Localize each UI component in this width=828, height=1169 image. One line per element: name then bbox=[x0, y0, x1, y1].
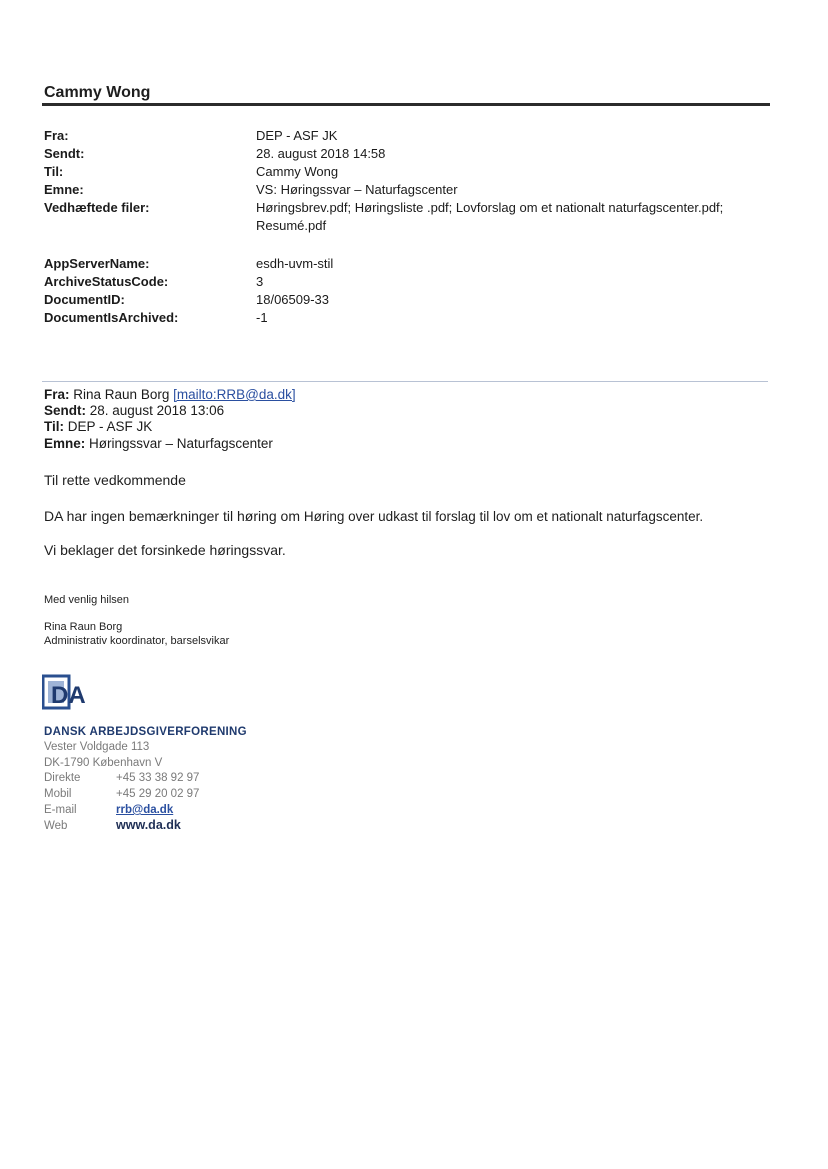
web-link[interactable]: www.da.dk bbox=[116, 818, 181, 832]
documentisarchived-value: -1 bbox=[256, 310, 268, 325]
phone-direct-label: Direkte bbox=[44, 772, 81, 784]
fwd-sent-label: Sendt: bbox=[44, 403, 86, 418]
logo-text: DA bbox=[51, 682, 86, 709]
archivestatuscode-value: 3 bbox=[256, 274, 264, 289]
owner-name: Cammy Wong bbox=[44, 84, 151, 101]
body-paragraph-1-a: DA har ingen bemærkninger til høring om bbox=[44, 508, 304, 524]
address-line-2: DK-1790 København V bbox=[44, 757, 163, 769]
phone-mobile-label: Mobil bbox=[44, 788, 72, 800]
fwd-subject bbox=[44, 436, 273, 451]
email-link[interactable]: rrb@da.dk bbox=[116, 804, 174, 816]
fwd-from-label: Fra: bbox=[44, 387, 70, 402]
appservername-label: AppServerName: bbox=[44, 256, 150, 271]
appservername-value: esdh-uvm-stil bbox=[256, 256, 334, 271]
fwd-subject-label: Emne: bbox=[44, 436, 86, 451]
email-label: E-mail bbox=[44, 804, 77, 816]
fwd-sent-value: 28. august 2018 13:06 bbox=[89, 403, 225, 418]
fwd-to bbox=[44, 419, 152, 434]
attachments-label: Vedhæftede filer: bbox=[44, 200, 150, 215]
header-divider bbox=[42, 103, 770, 106]
signature-title: Administrativ koordinator, barselsvikar bbox=[44, 635, 230, 647]
fwd-from-name: Rina Raun Borg bbox=[73, 387, 170, 402]
documentid-label: DocumentID: bbox=[44, 292, 125, 307]
da-logo bbox=[42, 674, 112, 710]
archivestatuscode-label: ArchiveStatusCode: bbox=[44, 274, 169, 289]
attachments-value-cont[interactable]: Resumé.pdf bbox=[256, 218, 327, 233]
fwd-to-value: DEP - ASF JK bbox=[67, 419, 153, 434]
from-value: DEP - ASF JK bbox=[256, 128, 338, 143]
fwd-subject-value: Høringssvar – Naturfagscenter bbox=[89, 436, 273, 451]
to-value: Cammy Wong bbox=[256, 164, 339, 179]
body-paragraph-1 bbox=[44, 508, 703, 524]
fwd-from bbox=[44, 387, 296, 402]
body-paragraph-2: Vi beklager det forsinkede høringssvar. bbox=[44, 542, 286, 558]
fwd-to-label: Til: bbox=[44, 419, 64, 434]
to-label: Til: bbox=[44, 164, 64, 179]
address-line-1: Vester Voldgade 113 bbox=[44, 741, 150, 753]
fwd-mailto-link[interactable]: [mailto:RRB@da.dk] bbox=[173, 387, 296, 402]
phone-direct-value: +45 33 38 92 97 bbox=[116, 772, 200, 784]
from-label: Fra: bbox=[44, 128, 69, 143]
body-paragraph-1-b: Høring over udkast til forslag til lov om et nationalt naturfagscenter. bbox=[303, 509, 704, 524]
documentid-value: 18/06509-33 bbox=[256, 292, 330, 307]
attachments-value[interactable]: Høringsbrev.pdf; Høringsliste .pdf; Lovforslag om et nationalt naturfagscenter.pdf; bbox=[256, 200, 724, 215]
sent-value: 28. august 2018 14:58 bbox=[256, 146, 386, 161]
phone-mobile-value: +45 29 20 02 97 bbox=[116, 788, 200, 800]
fwd-sent bbox=[44, 403, 224, 418]
subject-label: Emne: bbox=[44, 182, 84, 197]
company-name: DANSK ARBEJDSGIVERFORENING bbox=[44, 726, 247, 738]
closing: Med venlig hilsen bbox=[44, 594, 129, 606]
documentisarchived-label: DocumentIsArchived: bbox=[44, 310, 179, 325]
web-label: Web bbox=[44, 820, 68, 832]
subject-value: VS: Høringssvar – Naturfagscenter bbox=[256, 182, 458, 197]
forward-divider bbox=[42, 381, 768, 382]
greeting: Til rette vedkommende bbox=[44, 472, 186, 488]
signature-name: Rina Raun Borg bbox=[44, 621, 123, 633]
sent-label: Sendt: bbox=[44, 146, 85, 161]
